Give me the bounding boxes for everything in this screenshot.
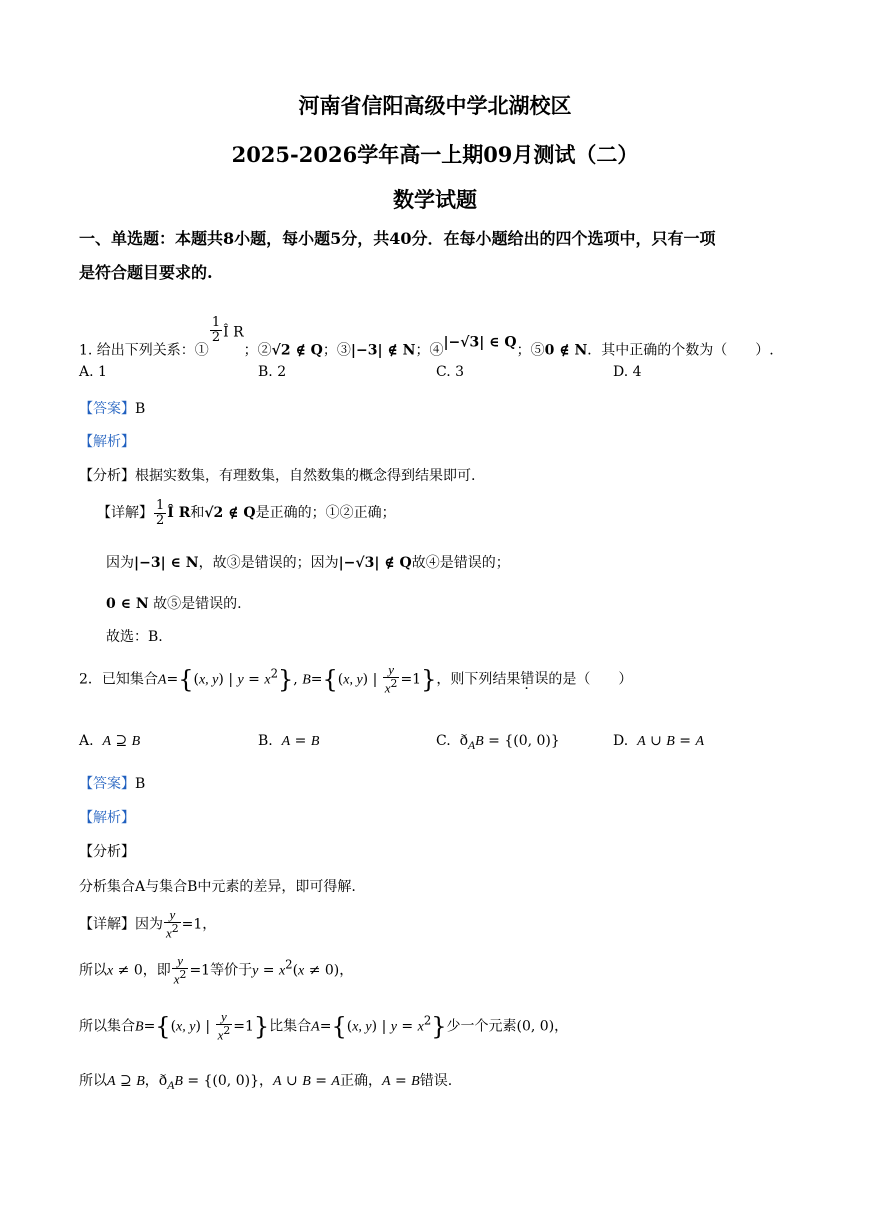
q2-detail-4: 所以A ⊇ B，$ð_AB = \{(0$, 0)}，A ∪ B = A正确，A = B错误. (79, 1073, 453, 1092)
q1-option-b: B. 2 (258, 364, 287, 380)
subject-title: 数学试题 (393, 187, 477, 212)
section-heading-line2: 是符合题目要求的. (79, 263, 213, 282)
q1-answer: 【答案】B (79, 401, 146, 417)
q2-option-a: A. A ⊇ B (79, 733, 141, 749)
q1-option-d: D. 4 (613, 364, 642, 380)
section-heading-line1: 一、单选题：本题共8小题，每小题5分，共40分．在每小题给出的四个选项中，只有一项 (79, 229, 716, 248)
q2-option-c: C. $ð_AB = \{(0$, 0)} (436, 733, 560, 752)
q1-stem: 1. 给出下列关系：① $\frac{1}{2}$ Î R；②√2 ∉ Q；③|−3| ∉ N；④|−√3| ∈ Q；⑤0 ∉ N．其中正确的个数为（ ）. (79, 315, 774, 359)
q1-detail-1: 【详解】 $\frac{1}{2}$ Î R和√2 ∉ Q是正确的；①②正确； (97, 498, 396, 528)
q2-option-b: B. A = B (258, 733, 320, 749)
q1-option-c: C. 3 (436, 364, 465, 380)
q1-detail-2: 因为|−3| ∈ N，故③是错误的；因为|−√3| ∉ Q故④是错误的； (106, 555, 510, 571)
q2-fenxi-label: 【分析】 (79, 844, 135, 860)
q2-fenxi-text: 分析集合A与集合B中元素的差异，即可得解. (79, 879, 356, 895)
q2-detail-3: 所以集合B={(x, y) | $\frac{y}{x^2}$ =1}比集合A={(x, y) | $y = x^2$}少一个元素(0, 0)， (79, 1009, 569, 1042)
q1-fenxi: 【分析】根据实数集，有理数集，自然数集的概念得到结果即可. (79, 468, 476, 484)
exam-title: 2025-2026学年高一上期09月测试（二） (231, 142, 639, 167)
q2-option-d: D. A ∪ B = A (613, 733, 705, 749)
school-title: 河南省信阳高级中学北湖校区 (298, 93, 572, 118)
q1-detail-3: 0 ∈ N 故⑤是错误的. (106, 596, 242, 612)
q2-answer: 【答案】B (79, 776, 146, 792)
q1-choose: 故选：B. (106, 629, 163, 645)
q2-stem: 2．已知集合A={(x, y) | $y = x^2$}, B={(x, y) | $\frac{y}{x^2}$ =1}，则下列结果错误的是（ ） (79, 662, 633, 695)
q2-detail-1: 【详解】因为 $\frac{y}{x^2}$ =1， (79, 907, 217, 940)
q2-analysis-label: 【解析】 (79, 810, 135, 826)
q1-option-a: A. 1 (79, 364, 107, 380)
q2-detail-2: 所以x ≠ 0，即 $\frac{y}{x^2}$ =1等价于$y = x^2(x \ne 0)$， (79, 953, 354, 986)
q1-analysis-label: 【解析】 (79, 434, 135, 450)
